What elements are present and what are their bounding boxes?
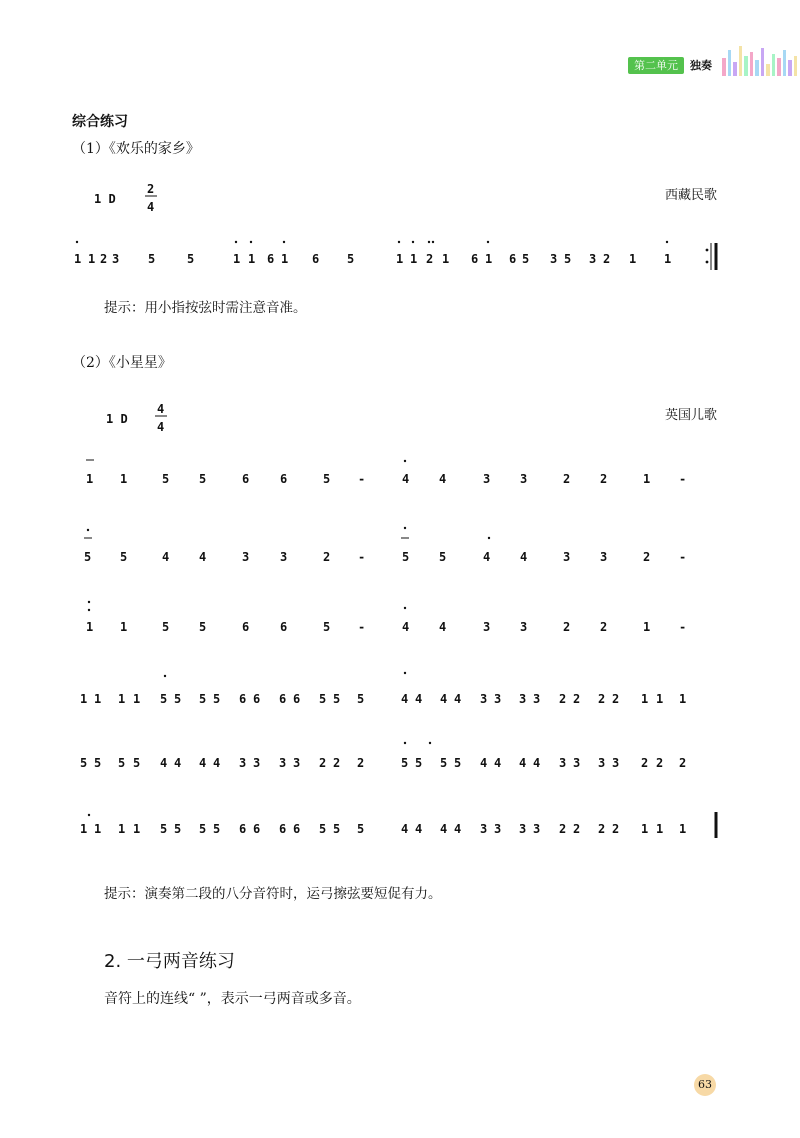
note: 5: [564, 252, 572, 266]
piece2-line-3: [86, 601, 686, 634]
note: 6: [253, 822, 261, 836]
note: -: [358, 550, 366, 564]
note: 2: [641, 756, 649, 770]
note: 6: [242, 620, 250, 634]
note: 3: [293, 756, 301, 770]
note: 3: [519, 822, 527, 836]
note: 3: [550, 252, 558, 266]
note: 2: [598, 692, 606, 706]
note: 4: [494, 756, 502, 770]
note: 2: [643, 550, 651, 564]
note: 5: [84, 550, 92, 564]
note: 1: [94, 692, 102, 706]
note: 5: [199, 822, 207, 836]
note: 3: [600, 550, 608, 564]
note: 3: [483, 620, 491, 634]
note: 5: [439, 550, 447, 564]
note: 3: [612, 756, 620, 770]
note: -: [358, 620, 366, 634]
note: 4: [439, 620, 447, 634]
note: 6: [267, 252, 275, 266]
note: 5: [133, 756, 141, 770]
note: 1: [74, 252, 82, 266]
note: 5: [174, 692, 182, 706]
note: 5: [162, 472, 170, 486]
note: 3: [533, 692, 541, 706]
practice-heading: 2. 一弓两音练习: [104, 951, 235, 972]
note: 4: [160, 756, 168, 770]
note: 2: [598, 822, 606, 836]
note: 4: [162, 550, 170, 564]
note: 4: [440, 822, 448, 836]
note: 2: [426, 252, 434, 266]
note: 5: [440, 756, 448, 770]
note: 2: [563, 620, 571, 634]
slur-explanation: 音符上的连线“ ”，表示一弓两音或多音。: [104, 991, 361, 1007]
note: 3: [279, 756, 287, 770]
note: 3: [598, 756, 606, 770]
note: 5: [333, 822, 341, 836]
note: 5: [199, 692, 207, 706]
note: 3: [480, 822, 488, 836]
note: 5: [94, 756, 102, 770]
note: 6: [293, 692, 301, 706]
note: 2: [612, 822, 620, 836]
note: 4: [454, 692, 462, 706]
note: 4: [402, 620, 410, 634]
note: 1: [86, 472, 94, 486]
note: 5: [319, 822, 327, 836]
note: -: [358, 472, 366, 486]
note: 1: [80, 692, 88, 706]
note: 5: [213, 822, 221, 836]
note: 5: [323, 472, 331, 486]
note: 2: [559, 822, 567, 836]
piece2-title: （2）《小星星》: [72, 355, 172, 371]
note: 5: [415, 756, 423, 770]
note: 5: [162, 620, 170, 634]
note: 2: [656, 756, 664, 770]
note: 6: [312, 252, 320, 266]
chapter-title: 独奏: [690, 59, 712, 72]
note: 6: [242, 472, 250, 486]
note: 2: [333, 756, 341, 770]
note: 1: [656, 822, 664, 836]
note: 1: [118, 822, 126, 836]
note: 5: [401, 756, 409, 770]
note: 5: [199, 620, 207, 634]
note: 1: [88, 252, 96, 266]
note: 2: [323, 550, 331, 564]
note: 1: [656, 692, 664, 706]
note: 3: [589, 252, 597, 266]
note: 4: [439, 472, 447, 486]
note: 2: [600, 472, 608, 486]
note: 4: [480, 756, 488, 770]
note: 3: [533, 822, 541, 836]
note: 5: [213, 692, 221, 706]
page-number: 63: [694, 1074, 716, 1096]
note: 4: [440, 692, 448, 706]
piece1-time-top: 2: [147, 182, 155, 196]
note: 1: [80, 822, 88, 836]
note: 1: [485, 252, 493, 266]
piece1-line: [74, 241, 716, 270]
note: 3: [520, 472, 528, 486]
note: 5: [333, 692, 341, 706]
note: 4: [415, 822, 423, 836]
note: 6: [280, 472, 288, 486]
note: 6: [253, 692, 261, 706]
note: 5: [347, 252, 355, 266]
piece1-key: 1 D: [94, 192, 116, 206]
note: 6: [279, 692, 287, 706]
note: 5: [522, 252, 530, 266]
note: 4: [213, 756, 221, 770]
note: 1: [118, 692, 126, 706]
note: 3: [494, 822, 502, 836]
note: 2: [100, 252, 108, 266]
note: 2: [600, 620, 608, 634]
note: 3: [520, 620, 528, 634]
note: 1: [120, 472, 128, 486]
note: -: [679, 472, 687, 486]
note: 1: [281, 252, 289, 266]
piece2-key: 1 D: [106, 412, 128, 426]
note: 4: [401, 692, 409, 706]
note: 1: [679, 822, 687, 836]
note: 5: [118, 756, 126, 770]
note: 2: [573, 822, 581, 836]
note: 5: [357, 822, 365, 836]
note: 6: [280, 620, 288, 634]
note: 4: [519, 756, 527, 770]
note: 1: [664, 252, 672, 266]
note: 1: [86, 620, 94, 634]
note: 4: [199, 550, 207, 564]
note: 1: [133, 692, 141, 706]
note: 2: [679, 756, 687, 770]
note: 3: [563, 550, 571, 564]
note: 4: [174, 756, 182, 770]
piece2-line-2: [84, 527, 686, 564]
note: 6: [239, 822, 247, 836]
note: 5: [454, 756, 462, 770]
note: 2: [357, 756, 365, 770]
note: 5: [120, 550, 128, 564]
note: 1: [641, 692, 649, 706]
note: 3: [280, 550, 288, 564]
note: 3: [494, 692, 502, 706]
piece2-tip: 提示：演奏第二段的八分音符时，运弓擦弦要短促有力。: [104, 886, 442, 902]
note: 1: [643, 620, 651, 634]
note: 6: [293, 822, 301, 836]
piece2-line-1: [86, 460, 686, 486]
note: 4: [402, 472, 410, 486]
note: 2: [559, 692, 567, 706]
note: 1: [133, 822, 141, 836]
note: 2: [612, 692, 620, 706]
note: 1: [396, 252, 404, 266]
note: 1: [629, 252, 637, 266]
note: 3: [112, 252, 120, 266]
note: 1: [410, 252, 418, 266]
note: 1: [233, 252, 241, 266]
note: 4: [454, 822, 462, 836]
piece2-line-5: [80, 742, 686, 770]
note: 4: [533, 756, 541, 770]
note: 3: [480, 692, 488, 706]
note: 1: [120, 620, 128, 634]
note: 5: [160, 822, 168, 836]
note: 5: [174, 822, 182, 836]
note: 6: [239, 692, 247, 706]
note: 1: [679, 692, 687, 706]
note: 2: [319, 756, 327, 770]
note: 5: [357, 692, 365, 706]
piece1-tip: 提示：用小指按弦时需注意音准。: [104, 300, 307, 316]
piece1-origin: 西藏民歌: [664, 188, 717, 203]
note: -: [679, 550, 687, 564]
note: 4: [520, 550, 528, 564]
section-title: 综合练习: [72, 114, 128, 130]
piece1-title: （1）《欢乐的家乡》: [72, 141, 200, 157]
note: 1: [248, 252, 256, 266]
note: 1: [643, 472, 651, 486]
unit-badge: 第二单元: [628, 57, 684, 74]
note: 4: [483, 550, 491, 564]
note: 1: [442, 252, 450, 266]
note: 5: [80, 756, 88, 770]
piece2-line-6: [80, 812, 716, 838]
note: 4: [401, 822, 409, 836]
note: 3: [519, 692, 527, 706]
note: 5: [148, 252, 156, 266]
note: 4: [199, 756, 207, 770]
note: 5: [187, 252, 195, 266]
note: 2: [563, 472, 571, 486]
note: 3: [242, 550, 250, 564]
piece1-time-bottom: 4: [147, 200, 155, 214]
note: 3: [239, 756, 247, 770]
note: 5: [402, 550, 410, 564]
note: -: [679, 620, 687, 634]
piece2-origin: 英国儿歌: [664, 408, 717, 423]
note: 3: [483, 472, 491, 486]
note: 2: [603, 252, 611, 266]
note: 5: [199, 472, 207, 486]
note: 5: [160, 692, 168, 706]
note: 6: [471, 252, 479, 266]
note: 6: [509, 252, 517, 266]
note: 5: [319, 692, 327, 706]
note: 3: [559, 756, 567, 770]
note: 1: [641, 822, 649, 836]
note: 6: [279, 822, 287, 836]
piece2-line-4: [80, 672, 686, 706]
piece2-time-bottom: 4: [157, 420, 165, 434]
piece2-time-top: 4: [157, 402, 165, 416]
note: 3: [253, 756, 261, 770]
note: 5: [323, 620, 331, 634]
note: 1: [94, 822, 102, 836]
note: 4: [415, 692, 423, 706]
note: 3: [573, 756, 581, 770]
note: 2: [573, 692, 581, 706]
